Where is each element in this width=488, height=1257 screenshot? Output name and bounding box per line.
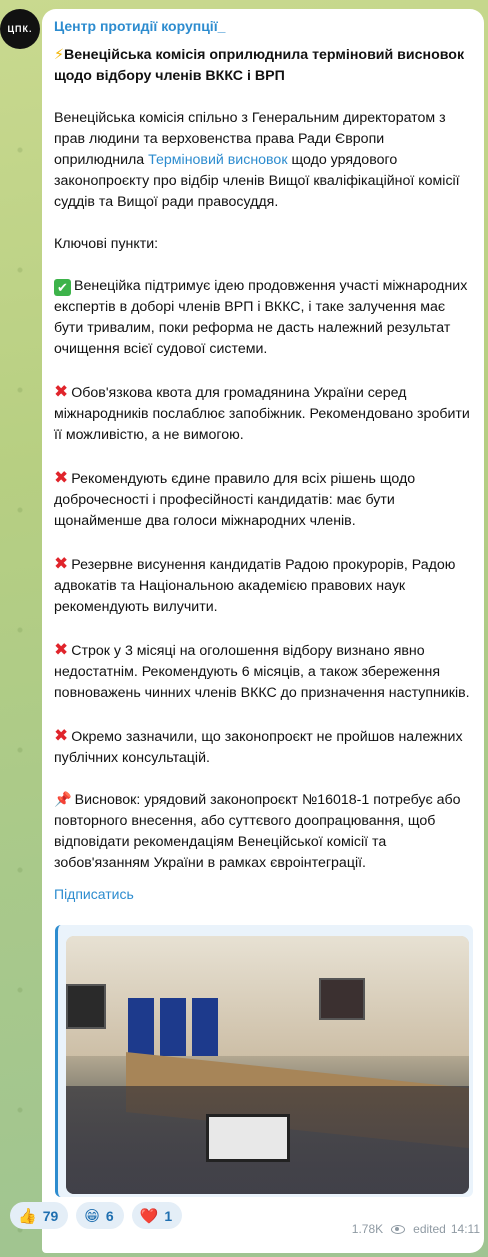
subscribe-link[interactable]: Підписатись bbox=[54, 886, 134, 902]
intro-text-2: щодо урядового законопроєкту про відбір членів Вищої кваліфікаційної комісії суддів та Вищої ради правосуддя. bbox=[54, 152, 460, 210]
reaction-count: 1 bbox=[164, 1207, 173, 1224]
point-2-text: Обов'язкова квота для громадянина України серед міжнародників послаблює запобіжник. Рекомендовано зробити її можливістю, а не вимогою. bbox=[54, 385, 470, 443]
reactions-bar bbox=[10, 1202, 182, 1229]
reaction-count: 6 bbox=[105, 1207, 114, 1224]
conclusion bbox=[54, 790, 472, 874]
reaction-count: 79 bbox=[42, 1207, 59, 1224]
point-1 bbox=[54, 276, 472, 360]
intro-text-1: Венеційська комісія спільно з Генеральним директоратом з прав людини та верховенства права Ради Європи оприлюднила bbox=[54, 110, 446, 168]
photo-flag-banner bbox=[192, 998, 218, 1056]
point-5 bbox=[54, 639, 472, 704]
point-5-text: Строк у 3 місяці на оголошення відбору визнано явно недостатнім. Рекомендують 6 місяців, а також збереження повноважень чинних членів ВККС до призначення наступників. bbox=[54, 643, 470, 701]
point-1-text: Венеційка підтримує ідею продовження участі міжнародних експертів в доборі членів ВРП і ВККС, і таке залучення має бути тривалим, поки реформа не дасть належний результат очищення всієї судової системи. bbox=[54, 278, 468, 357]
heart-icon: ❤️ bbox=[139, 1207, 159, 1225]
conclusion-text: Висновок: урядовий законопроєкт №16018-1 потребує або повторного внесення, або суттєвого доопрацювання, щоб відповідати рекомендаціям Венеційської комісії та зобов'язанням України в рамках євроінтеграції. bbox=[54, 792, 461, 871]
photo-flag-banner bbox=[128, 998, 154, 1056]
post-title bbox=[54, 45, 472, 87]
point-3 bbox=[54, 467, 472, 532]
point-2 bbox=[54, 381, 472, 446]
reaction-grin[interactable] bbox=[76, 1202, 123, 1229]
cross-mark-icon: ✖ bbox=[54, 554, 69, 573]
lightning-icon: ⚡ bbox=[54, 47, 64, 63]
photo-monitor bbox=[206, 1114, 290, 1162]
pushpin-icon: 📌 bbox=[54, 792, 72, 808]
photo-screen-left bbox=[66, 984, 106, 1029]
views-count: 1.78K bbox=[351, 1222, 384, 1236]
point-6-text: Окремо зазначили, що законопроєкт не пройшов належних публічних консультацій. bbox=[54, 729, 463, 766]
edited-label: edited bbox=[413, 1222, 446, 1236]
reaction-heart[interactable] bbox=[132, 1202, 182, 1229]
meeting-photo[interactable] bbox=[66, 936, 469, 1194]
key-points-header: Ключові пункти: bbox=[54, 236, 159, 252]
avatar-text: ЦПК. bbox=[7, 24, 33, 34]
conclusion-link[interactable]: Терміновий висновок bbox=[148, 152, 288, 168]
point-4 bbox=[54, 553, 472, 618]
channel-avatar[interactable] bbox=[0, 9, 40, 49]
cross-mark-icon: ✖ bbox=[54, 726, 69, 745]
cross-mark-icon: ✖ bbox=[54, 468, 69, 487]
reaction-thumbs-up[interactable] bbox=[10, 1202, 68, 1229]
cross-mark-icon: ✖ bbox=[54, 382, 69, 401]
link-preview[interactable] bbox=[55, 925, 473, 1197]
message-bubble bbox=[42, 9, 484, 1253]
cross-mark-icon: ✖ bbox=[54, 640, 69, 659]
photo-flag-banner bbox=[160, 998, 186, 1056]
point-4-text: Резервне висунення кандидатів Радою прокурорів, Радою адвокатів та Національною академією правових наук рекомендують вилучити. bbox=[54, 557, 456, 615]
message-text bbox=[54, 45, 472, 874]
channel-name[interactable]: Центр протидії корупції_ bbox=[54, 18, 226, 34]
point-3-text: Рекомендують єдине правило для всіх рішень щодо доброчесності і професійності кандидатів: має бути щонайменше два голоси міжнародних членів. bbox=[54, 471, 416, 529]
message-meta bbox=[352, 1222, 480, 1236]
grin-face-icon: 😁 bbox=[84, 1207, 100, 1225]
post-title-text: Венеційська комісія оприлюднила терміновий висновок щодо відбору членів ВККС і ВРП bbox=[54, 47, 465, 84]
photo-wall bbox=[66, 936, 469, 1056]
eye-icon bbox=[391, 1225, 405, 1234]
thumbs-up-icon: 👍 bbox=[18, 1207, 37, 1225]
photo-screen-right bbox=[319, 978, 365, 1020]
message-time: 14:11 bbox=[450, 1222, 480, 1236]
check-mark-icon: ✔ bbox=[54, 279, 71, 296]
post-intro bbox=[54, 108, 472, 213]
point-6 bbox=[54, 725, 472, 769]
